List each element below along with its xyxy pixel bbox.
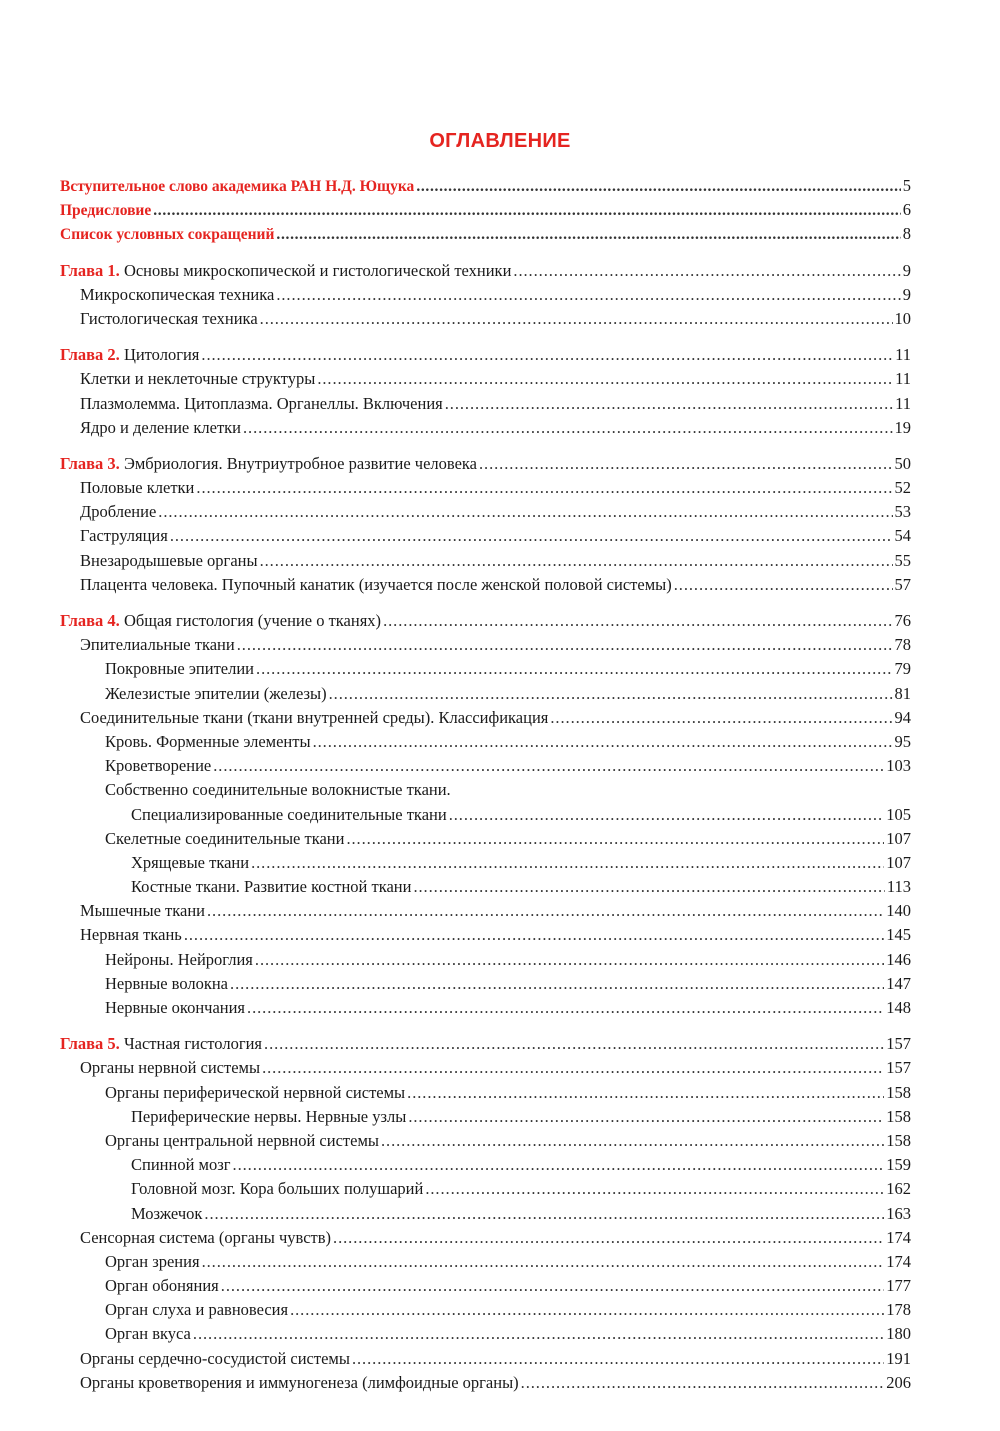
entry-page: 57 xyxy=(894,574,911,594)
dot-leader xyxy=(329,682,893,706)
entry-page: 95 xyxy=(894,731,911,751)
entry-page: 146 xyxy=(886,949,911,969)
dot-leader xyxy=(201,343,893,367)
entry-page: 105 xyxy=(886,804,911,824)
toc-entry[interactable] xyxy=(60,1322,911,1346)
toc-chapter-5[interactable] xyxy=(60,1032,911,1056)
toc-chapter-2[interactable] xyxy=(60,343,911,367)
toc-entry-abbreviations[interactable] xyxy=(60,222,911,246)
entry-page: 159 xyxy=(886,1155,911,1175)
chapter-number: Глава 5. xyxy=(60,1034,120,1054)
dot-leader xyxy=(407,1081,884,1105)
entry-label: Кровь. Форменные элементы xyxy=(105,731,311,751)
dot-leader xyxy=(313,730,893,754)
entry-page: 78 xyxy=(894,635,911,655)
toc-entry[interactable] xyxy=(60,1250,911,1274)
toc-entry[interactable] xyxy=(60,392,911,416)
entry-label: Специализированные соединительные ткани xyxy=(131,804,447,824)
toc-chapter-3[interactable] xyxy=(60,452,911,476)
entry-page: 81 xyxy=(894,683,911,703)
entry-label: Гаструляция xyxy=(80,526,168,546)
dot-leader xyxy=(479,452,893,476)
toc-entry[interactable] xyxy=(60,1177,911,1201)
toc-entry[interactable] xyxy=(60,682,911,706)
chapter-number: Глава 2. xyxy=(60,345,120,365)
entry-label: Ядро и деление клетки xyxy=(80,417,241,437)
toc-entry[interactable] xyxy=(60,1371,911,1395)
entry-label: Органы центральной нервной системы xyxy=(105,1130,379,1150)
toc-entry[interactable] xyxy=(60,1056,911,1080)
entry-label: Сенсорная система (органы чувств) xyxy=(80,1227,332,1247)
dot-leader xyxy=(251,851,884,875)
chapter-3 xyxy=(60,452,911,597)
toc-entry[interactable] xyxy=(60,875,911,899)
entry-label: Органы периферической нервной системы xyxy=(105,1082,406,1102)
dot-leader xyxy=(352,1347,884,1371)
dot-leader xyxy=(276,283,900,307)
chapter-title: Основы микроскопической и гистологической техники xyxy=(123,260,512,280)
entry-label: Спинной мозг xyxy=(131,1155,231,1175)
entry-page: 11 xyxy=(895,369,911,389)
dot-leader xyxy=(196,476,892,500)
entry-page: 79 xyxy=(894,659,911,679)
toc-entry-continued-line[interactable] xyxy=(60,778,911,802)
dot-leader xyxy=(416,175,900,199)
entry-label: Органы сердечно-сосудистой системы xyxy=(80,1348,350,1368)
entry-label: Нервная ткань xyxy=(80,925,182,945)
chapter-number: Глава 1. xyxy=(60,260,120,280)
entry-label: Органы нервной системы xyxy=(80,1058,261,1078)
dot-leader xyxy=(243,416,893,440)
dot-leader xyxy=(207,899,884,923)
dot-leader xyxy=(381,1129,884,1153)
entry-page: 162 xyxy=(886,1179,911,1199)
dot-leader xyxy=(383,609,892,633)
dot-leader xyxy=(255,948,884,972)
entry-label: Нервные окончания xyxy=(105,998,246,1017)
chapter-1 xyxy=(60,259,911,332)
entry-page: 19 xyxy=(894,417,911,437)
toc-entry[interactable] xyxy=(60,1347,911,1371)
entry-label: Вступительное слово академика РАН Н.Д. Ющука xyxy=(60,178,415,195)
entry-page: 163 xyxy=(886,1203,911,1223)
dot-leader xyxy=(346,827,884,851)
dot-leader xyxy=(290,1298,884,1322)
entry-page: 174 xyxy=(886,1227,911,1247)
chapter-title: Цитология xyxy=(123,345,200,365)
entry-page: 53 xyxy=(894,502,911,522)
entry-label: Внезародышевые органы xyxy=(80,550,258,570)
dot-leader xyxy=(408,1105,884,1129)
entry-label: Нейроны. Нейроглия xyxy=(105,949,253,969)
chapter-title: Частная гистология xyxy=(123,1034,263,1054)
entry-page: 94 xyxy=(894,707,911,727)
toc-entry-foreword-academic[interactable] xyxy=(60,174,911,198)
entry-page: 140 xyxy=(886,901,911,921)
toc-entry[interactable] xyxy=(60,1105,911,1129)
entry-page: 107 xyxy=(886,828,911,848)
dot-leader xyxy=(260,549,893,573)
toc-entry[interactable] xyxy=(60,706,911,730)
entry-page: 76 xyxy=(894,611,911,630)
entry-page: 158 xyxy=(886,1082,911,1102)
dot-leader xyxy=(237,633,893,657)
entry-label: Хрящевые ткани xyxy=(131,852,250,872)
entry-page: 158 xyxy=(886,1106,911,1126)
dot-leader xyxy=(213,754,884,778)
toc-chapter-1[interactable] xyxy=(60,259,911,283)
toc-entry[interactable] xyxy=(60,549,911,573)
dot-leader xyxy=(445,392,893,416)
entry-label: Дробление xyxy=(80,502,157,522)
entry-label: Орган вкуса xyxy=(105,1324,191,1344)
entry-page: 9 xyxy=(902,260,911,280)
entry-label: Органы кроветворения и иммуногенеза (лимфоидные органы) xyxy=(80,1372,519,1392)
dot-leader xyxy=(550,706,892,730)
toc-entry[interactable] xyxy=(60,524,911,548)
entry-page: 9 xyxy=(902,284,911,304)
dot-leader xyxy=(193,1322,884,1346)
dot-leader xyxy=(247,996,884,1020)
toc-entry[interactable] xyxy=(60,283,911,307)
entry-page: 148 xyxy=(886,998,911,1017)
toc-entry-preface[interactable] xyxy=(60,198,911,222)
toc-chapter-4[interactable] xyxy=(60,609,911,633)
dot-leader xyxy=(233,1153,885,1177)
dot-leader xyxy=(513,259,900,283)
toc-entry[interactable] xyxy=(60,754,911,778)
entry-page: 11 xyxy=(895,393,911,413)
entry-label: Мышечные ткани xyxy=(80,901,205,921)
entry-page: 113 xyxy=(886,877,911,897)
toc-entry[interactable] xyxy=(60,1129,911,1153)
entry-page: 50 xyxy=(894,453,911,473)
entry-label: Головной мозг. Кора больших полушарий xyxy=(131,1179,424,1199)
dot-leader xyxy=(230,972,884,996)
chapter-title: Эмбриология. Внутриутробное развитие человека xyxy=(123,453,477,473)
dot-leader xyxy=(260,307,893,331)
entry-page: 103 xyxy=(886,756,911,776)
entry-page: 177 xyxy=(886,1276,911,1296)
entry-label: Железистые эпителии (железы) xyxy=(105,683,327,703)
chapter-number: Глава 3. xyxy=(60,453,120,473)
dot-leader xyxy=(158,500,892,524)
entry-label: Гистологическая техника xyxy=(80,308,258,328)
dot-leader xyxy=(674,573,893,597)
entry-page: 145 xyxy=(886,925,911,945)
entry-label: Собственно соединительные волокнистые ткани. xyxy=(105,780,451,800)
dot-leader xyxy=(256,657,892,681)
entry-label: Микроскопическая техника xyxy=(80,284,275,304)
entry-label: Орган зрения xyxy=(105,1251,200,1271)
entry-page: 180 xyxy=(886,1324,911,1344)
entry-label: Половые клетки xyxy=(80,478,195,498)
entry-page: 6 xyxy=(902,200,911,220)
front-matter xyxy=(60,174,911,247)
dot-leader xyxy=(184,923,884,947)
toc-entry[interactable] xyxy=(60,972,911,996)
dot-leader xyxy=(333,1226,884,1250)
entry-page: 52 xyxy=(894,478,911,498)
dot-leader xyxy=(425,1177,884,1201)
dot-leader xyxy=(170,524,893,548)
toc-entry[interactable] xyxy=(60,1153,911,1177)
chapter-title: Общая гистология (учение о тканях) xyxy=(123,611,382,630)
entry-page: 157 xyxy=(886,1034,911,1054)
entry-page: 147 xyxy=(886,973,911,993)
dot-leader xyxy=(264,1032,884,1056)
entry-page: 54 xyxy=(894,526,911,546)
entry-label: Периферические нервы. Нервные узлы xyxy=(131,1106,407,1126)
toc-entry[interactable] xyxy=(60,657,911,681)
chapter-5 xyxy=(60,1032,911,1395)
entry-page: 11 xyxy=(895,345,911,365)
entry-page: 10 xyxy=(894,308,911,328)
dot-leader xyxy=(317,367,893,391)
entry-label: Предисловие xyxy=(60,202,152,220)
dot-leader xyxy=(449,803,885,827)
entry-page: 8 xyxy=(902,224,911,244)
entry-label: Орган обоняния xyxy=(105,1276,219,1296)
toc-entry[interactable] xyxy=(60,1202,911,1226)
toc-entry[interactable] xyxy=(60,827,911,851)
toc-entry[interactable] xyxy=(60,948,911,972)
toc-entry[interactable] xyxy=(60,923,911,947)
entry-page: 55 xyxy=(894,550,911,570)
dot-leader xyxy=(413,875,884,899)
entry-page: 158 xyxy=(886,1130,911,1150)
entry-label: Кроветворение xyxy=(105,756,212,776)
entry-label: Плацента человека. Пупочный канатик (изучается после женской половой системы) xyxy=(80,574,672,594)
dot-leader xyxy=(202,1250,885,1274)
entry-page: 107 xyxy=(886,852,911,872)
entry-label: Клетки и неклеточные структуры xyxy=(80,369,316,389)
toc-entry[interactable] xyxy=(60,730,911,754)
entry-label: Соединительные ткани (ткани внутренней среды). Классификация xyxy=(80,707,549,727)
entry-label: Мозжечок xyxy=(131,1203,203,1223)
toc-entry[interactable] xyxy=(60,416,911,440)
entry-page: 157 xyxy=(886,1058,911,1078)
toc-entry[interactable] xyxy=(60,996,911,1020)
entry-label: Костные ткани. Развитие костной ткани xyxy=(131,877,412,897)
toc-entry[interactable] xyxy=(60,573,911,597)
toc-entry[interactable] xyxy=(60,899,911,923)
dot-leader xyxy=(276,223,900,247)
entry-page: 178 xyxy=(886,1300,911,1320)
dot-leader xyxy=(204,1202,884,1226)
toc-entry[interactable] xyxy=(60,633,911,657)
chapter-4 xyxy=(60,609,911,1020)
entry-page: 174 xyxy=(886,1251,911,1271)
table-of-contents xyxy=(60,174,911,1407)
entry-label: Плазмолемма. Цитоплазма. Органеллы. Включения xyxy=(80,393,443,413)
entry-page: 206 xyxy=(886,1372,911,1392)
dot-leader xyxy=(153,199,901,223)
entry-label: Покровные эпителии xyxy=(105,659,255,679)
toc-entry[interactable] xyxy=(60,1274,911,1298)
page-title: ОГЛАВЛЕНИЕ xyxy=(429,130,571,152)
entry-label: Нервные волокна xyxy=(105,973,229,993)
dot-leader xyxy=(521,1371,885,1395)
entry-label: Скелетные соединительные ткани xyxy=(105,828,345,848)
dot-leader xyxy=(262,1056,884,1080)
entry-label: Эпителиальные ткани xyxy=(80,635,235,655)
toc-entry[interactable] xyxy=(60,307,911,331)
toc-entry[interactable] xyxy=(60,367,911,391)
toc-entry[interactable] xyxy=(60,803,911,827)
entry-page: 5 xyxy=(902,176,911,195)
toc-entry[interactable] xyxy=(60,851,911,875)
chapter-2 xyxy=(60,343,911,440)
toc-entry[interactable] xyxy=(60,500,911,524)
toc-entry[interactable] xyxy=(60,476,911,500)
dot-leader xyxy=(221,1274,884,1298)
entry-label: Список условных сокращений xyxy=(60,226,275,244)
toc-entry[interactable] xyxy=(60,1298,911,1322)
chapter-number: Глава 4. xyxy=(60,611,120,630)
entry-label: Орган слуха и равновесия xyxy=(105,1300,289,1320)
entry-page: 191 xyxy=(886,1348,911,1368)
toc-entry[interactable] xyxy=(60,1081,911,1105)
toc-entry[interactable] xyxy=(60,1226,911,1250)
